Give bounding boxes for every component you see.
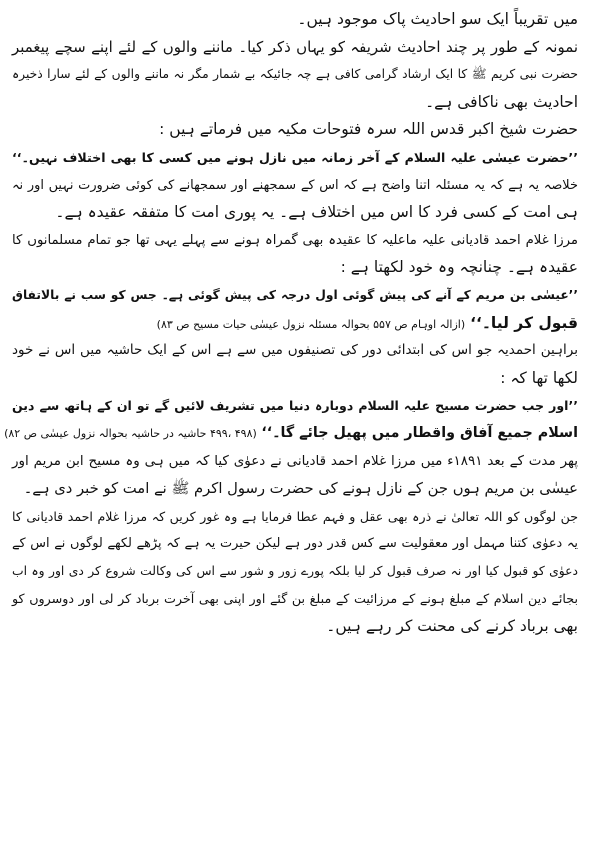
text-line: حضرت شیخ اکبر قدس اللہ سرہ فتوحات مکیہ میں فرماتے ہیں : — [159, 120, 578, 139]
text-line: عقیدہ ہے۔ چنانچہ وہ خود لکھتا ہے : — [340, 258, 578, 277]
text-line: حضرت نبی کریم ﷺ کا ایک ارشاد گرامی کافی ہے چہ جائیکہ بے شمار مگر نہ ماننے والوں کے لئے سارا ذخیرہ — [12, 67, 578, 82]
text-line: خلاصہ یہ ہے کہ یہ مسئلہ اتنا واضح ہے کہ اس کے سمجھنے اور سمجھانے کی کوئی ضرورت نہیں اور نہ — [12, 177, 578, 193]
text-line: ’’اور جب حضرت مسیح علیہ السلام دوبارہ دنیا میں تشریف لائیں گے تو ان کے ہاتھ سے دین — [12, 398, 578, 414]
text-line — [12, 310, 578, 338]
text-line: میں تقریباً ایک سو احادیث پاک موجود ہیں۔ — [297, 10, 578, 28]
text-line: ’’عیسٰی بن مریم کے آنے کی پیش گوئی اول درجہ کی پیش گوئی ہے۔ جس کو سب نے بالاتفاق — [12, 287, 578, 302]
text-line: یہ دعوٰی کتنا مہمل اور معقولیت سے کس قدر دور ہے لیکن حیرت یہ ہے کہ پڑھے لکھے لوگوں نے اس کے — [12, 536, 578, 552]
text-line: لکھا تھا کہ : — [500, 368, 578, 387]
quote-text: قبول کر لیا۔‘‘ — [470, 313, 578, 332]
text-line: ’’حضرت عیسٰی علیہ السلام کے آخر زمانہ میں نازل ہونے میں کسی کا بھی اختلاف نہیں۔‘‘ — [12, 149, 578, 165]
text-line — [4, 420, 578, 448]
citation-reference: (۴۹۸ ،۴۹۹ حاشیہ در حاشیہ بحوالہ نزول عیسٰی ص ۸۲) — [4, 426, 257, 440]
text-line: بجائے دین اسلام کے مبلغ ہونے کے مرزائیت کے مبلغ بن گئے اور اپنی بھی آخرت برباد کر لی اور دوسروں کو — [12, 591, 578, 607]
text-line: ہی امت کے کسی فرد کا اس میں اختلاف ہے۔ یہ پوری امت کا متفقہ عقیدہ ہے۔ — [55, 203, 578, 222]
text-line: پھر مدت کے بعد ۱۸۹۱ء میں مرزا غلام احمد قادیانی نے دعوٰی کیا کہ میں ہی وہ مسیح ابن مریم اور — [12, 452, 578, 469]
text-line: نمونہ کے طور پر چند احادیث شریفہ کو یہاں ذکر کیا۔ ماننے والوں کے لئے اپنے سچے پیغمبر — [12, 37, 578, 56]
quote-text: اسلام جمیع آفاق واقطار میں پھیل جائے گا۔‘‘ — [261, 424, 578, 441]
text-line: براہین احمدیہ جو اس کی ابتدائی دور کی تصنیفوں میں سے ہے اس کے ایک حاشیہ میں اس نے خود — [12, 342, 578, 359]
text-line: جن لوگوں کو اللہ تعالیٰ نے ذرہ بھی عقل و فہم عطا فرمایا ہے وہ غور کریں کہ مرزا غلام احمد قادیانی کا — [12, 508, 578, 524]
text-line: دعوٰی کو قبول کیا اور نہ صرف قبول کر لیا بلکہ پورے زور و شور سے اس کی وکالت شروع کر دی اور وہ اب — [12, 563, 578, 578]
text-line: احادیث بھی ناکافی ہے۔ — [425, 92, 578, 111]
text-line: مرزا غلام احمد قادیانی علیہ ماعلیہ کا عقیدہ بھی گمراہ ہونے سے پہلے یہی تھا جو تمام مسلمانوں کا — [12, 232, 578, 248]
text-line: بھی برباد کرنے کی محنت کر رہے ہیں۔ — [326, 617, 578, 636]
citation-reference: (ازالہ اوہام ص ۵۵۷ بحوالہ مسئلہ نزول عیسٰی حیات مسیح ص ۸۳) — [156, 317, 466, 331]
text-line: عیسٰی بن مریم ہوں جن کے نازل ہونے کی حضرت رسول اکرم ﷺ نے امت کو خبر دی ہے۔ — [23, 480, 578, 498]
